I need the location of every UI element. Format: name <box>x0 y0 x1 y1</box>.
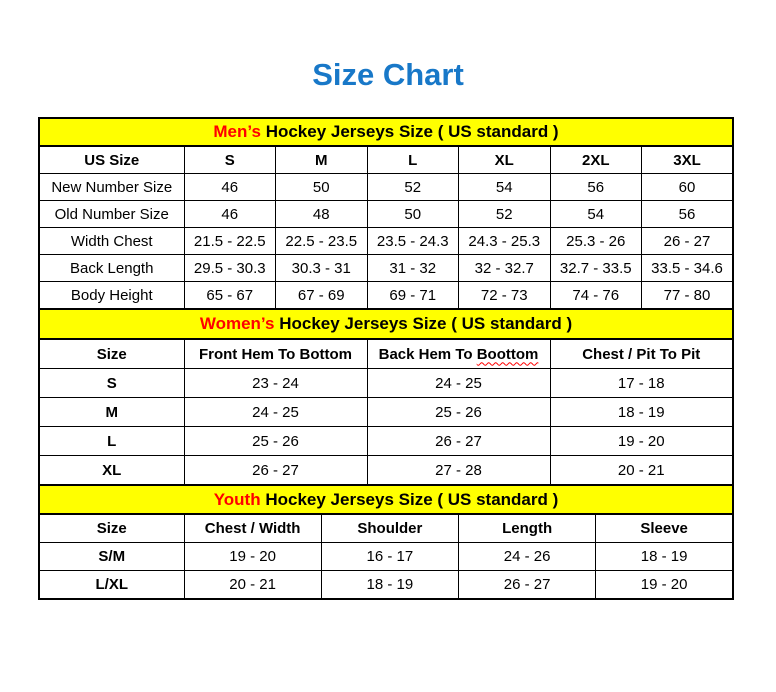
womens-banner-text: Hockey Jerseys Size ( US standard ) <box>279 314 573 334</box>
cell-value: 48 <box>276 201 368 228</box>
row-label: XL <box>39 456 184 486</box>
cell-value: 23.5 - 24.3 <box>367 228 459 255</box>
column-header: US Size <box>39 146 184 174</box>
cell-value: 24 - 25 <box>367 369 550 398</box>
cell-value: 29.5 - 30.3 <box>184 255 276 282</box>
cell-value: 46 <box>184 174 276 201</box>
cell-value: 32 - 32.7 <box>459 255 551 282</box>
cell-value: 26 - 27 <box>642 228 734 255</box>
cell-value: 24 - 25 <box>184 398 367 427</box>
cell-value: 17 - 18 <box>550 369 733 398</box>
column-header: Chest / Pit To Pit <box>550 339 733 369</box>
womens-banner <box>39 309 733 339</box>
youth-banner-row <box>39 485 733 514</box>
cell-value: 67 - 69 <box>276 282 368 310</box>
column-header: Sleeve <box>596 514 733 543</box>
cell-value: 20 - 21 <box>550 456 733 486</box>
cell-value: 25 - 26 <box>367 398 550 427</box>
column-header: XL <box>459 146 551 174</box>
mens-banner-row <box>39 118 733 146</box>
column-header: Shoulder <box>321 514 458 543</box>
table-row <box>39 398 733 427</box>
cell-value: 26 - 27 <box>459 571 596 600</box>
cell-value: 60 <box>642 174 734 201</box>
table-row <box>39 282 733 310</box>
table-row <box>39 543 733 571</box>
cell-value: 24 - 26 <box>459 543 596 571</box>
table-row <box>39 201 733 228</box>
cell-value: 22.5 - 23.5 <box>276 228 368 255</box>
mens-size-table <box>38 117 734 310</box>
womens-size-table <box>38 308 734 486</box>
cell-value: 21.5 - 22.5 <box>184 228 276 255</box>
cell-value: 30.3 - 31 <box>276 255 368 282</box>
cell-value: 18 - 19 <box>550 398 733 427</box>
cell-value: 65 - 67 <box>184 282 276 310</box>
cell-value: 25 - 26 <box>184 427 367 456</box>
mens-banner <box>39 118 733 146</box>
table-row <box>39 174 733 201</box>
column-header: Chest / Width <box>184 514 321 543</box>
table-row <box>39 571 733 600</box>
table-row <box>39 456 733 486</box>
size-chart-container <box>38 117 734 600</box>
column-header: 2XL <box>550 146 642 174</box>
cell-value: 31 - 32 <box>367 255 459 282</box>
cell-value: 24.3 - 25.3 <box>459 228 551 255</box>
cell-value: 72 - 73 <box>459 282 551 310</box>
cell-value: 26 - 27 <box>184 456 367 486</box>
cell-value: 19 - 20 <box>184 543 321 571</box>
row-label: Old Number Size <box>39 201 184 228</box>
row-label: M <box>39 398 184 427</box>
row-label: S <box>39 369 184 398</box>
cell-value: 54 <box>550 201 642 228</box>
cell-value: 52 <box>459 201 551 228</box>
cell-value: 56 <box>550 174 642 201</box>
row-label: L <box>39 427 184 456</box>
youth-banner-text: Hockey Jerseys Size ( US standard ) <box>265 489 559 509</box>
womens-banner-row <box>39 309 733 339</box>
column-header: L <box>367 146 459 174</box>
cell-value: 69 - 71 <box>367 282 459 310</box>
table-row <box>39 228 733 255</box>
column-header: Front Hem To Bottom <box>184 339 367 369</box>
cell-value: 50 <box>367 201 459 228</box>
row-label: S/M <box>39 543 184 571</box>
column-header <box>367 339 550 369</box>
cell-value: 77 - 80 <box>642 282 734 310</box>
mens-banner-text: Hockey Jerseys Size ( US standard ) <box>265 122 559 142</box>
cell-value: 16 - 17 <box>321 543 458 571</box>
youth-banner-highlight: Youth <box>213 489 261 509</box>
cell-value: 19 - 20 <box>596 571 733 600</box>
cell-value: 33.5 - 34.6 <box>642 255 734 282</box>
page-title: Size Chart <box>312 57 464 92</box>
row-label: Body Height <box>39 282 184 310</box>
cell-value: 25.3 - 26 <box>550 228 642 255</box>
table-row <box>39 369 733 398</box>
womens-header-row <box>39 339 733 369</box>
row-label: L/XL <box>39 571 184 600</box>
cell-value: 23 - 24 <box>184 369 367 398</box>
table-row <box>39 255 733 282</box>
column-header: Size <box>39 514 184 543</box>
row-label: Back Length <box>39 255 184 282</box>
youth-banner <box>39 485 733 514</box>
cell-value: 56 <box>642 201 734 228</box>
row-label: Width Chest <box>39 228 184 255</box>
cell-value: 52 <box>367 174 459 201</box>
column-header-text: Back Hem To <box>378 345 473 363</box>
cell-value: 20 - 21 <box>184 571 321 600</box>
cell-value: 50 <box>276 174 368 201</box>
row-label: New Number Size <box>39 174 184 201</box>
column-header: 3XL <box>642 146 734 174</box>
mens-header-row <box>39 146 733 174</box>
cell-value: 27 - 28 <box>367 456 550 486</box>
youth-size-table <box>38 484 734 600</box>
column-header: Length <box>459 514 596 543</box>
cell-value: 19 - 20 <box>550 427 733 456</box>
table-row <box>39 427 733 456</box>
womens-banner-highlight: Women’s <box>199 314 275 334</box>
column-header: S <box>184 146 276 174</box>
cell-value: 32.7 - 33.5 <box>550 255 642 282</box>
mens-banner-highlight: Men’s <box>213 122 261 142</box>
youth-header-row <box>39 514 733 543</box>
column-header: M <box>276 146 368 174</box>
misspelled-word: Boottom <box>476 345 539 363</box>
cell-value: 18 - 19 <box>321 571 458 600</box>
cell-value: 46 <box>184 201 276 228</box>
cell-value: 54 <box>459 174 551 201</box>
cell-value: 18 - 19 <box>596 543 733 571</box>
column-header: Size <box>39 339 184 369</box>
cell-value: 26 - 27 <box>367 427 550 456</box>
cell-value: 74 - 76 <box>550 282 642 310</box>
